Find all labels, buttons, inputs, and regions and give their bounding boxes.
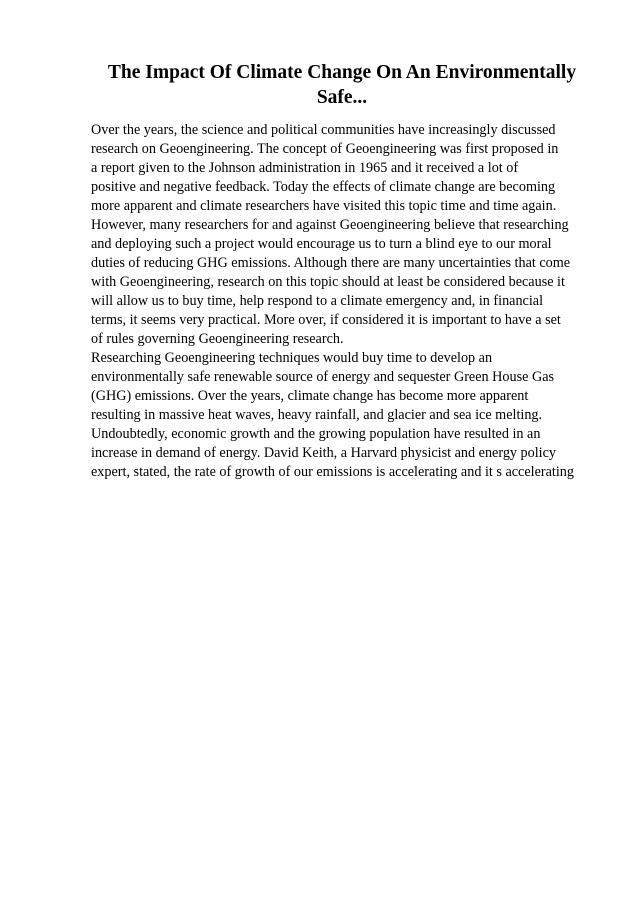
body-line: duties of reducing GHG emissions. Although there are many uncertainties that come xyxy=(91,255,571,271)
body-line: will allow us to buy time, help respond to a climate emergency and, in financial xyxy=(91,293,544,309)
body-line: Undoubtedly, economic growth and the growing population have resulted in an xyxy=(91,426,541,442)
body-line: terms, it seems very practical. More over, if considered it is important to have a set xyxy=(91,312,561,328)
body-line: increase in demand of energy. David Keith, a Harvard physicist and energy policy xyxy=(91,445,557,461)
title-line: The Impact Of Climate Change On An Environmentally xyxy=(107,62,577,83)
body-line: research on Geoengineering. The concept of Geoengineering was first proposed in xyxy=(91,141,559,157)
body-line: (GHG) emissions. Over the years, climate change has become more apparent xyxy=(91,388,529,404)
body-line: of rules governing Geoengineering research. xyxy=(91,331,344,347)
body-text xyxy=(91,121,601,482)
body-line: a report given to the Johnson administration in 1965 and it received a lot of xyxy=(91,160,519,176)
body-line: Over the years, the science and political communities have increasingly discussed xyxy=(91,122,556,138)
body-line: However, many researchers for and against Geoengineering believe that researching xyxy=(91,217,569,233)
body-line: with Geoengineering, research on this topic should at least be considered because it xyxy=(91,274,565,290)
body-line: resulting in massive heat waves, heavy rainfall, and glacier and sea ice melting. xyxy=(91,407,543,423)
body-line: positive and negative feedback. Today the effects of climate change are becoming xyxy=(91,179,556,195)
body-line: expert, stated, the rate of growth of our emissions is accelerating and it s accelerating xyxy=(91,464,574,480)
title-line: Safe... xyxy=(316,87,368,108)
document-title xyxy=(92,60,592,110)
body-line: and deploying such a project would encourage us to turn a blind eye to our moral xyxy=(91,236,552,252)
body-line: Researching Geoengineering techniques would buy time to develop an xyxy=(91,350,493,366)
body-line: more apparent and climate researchers have visited this topic time and time again. xyxy=(91,198,557,214)
body-line: environmentally safe renewable source of energy and sequester Green House Gas xyxy=(91,369,555,385)
